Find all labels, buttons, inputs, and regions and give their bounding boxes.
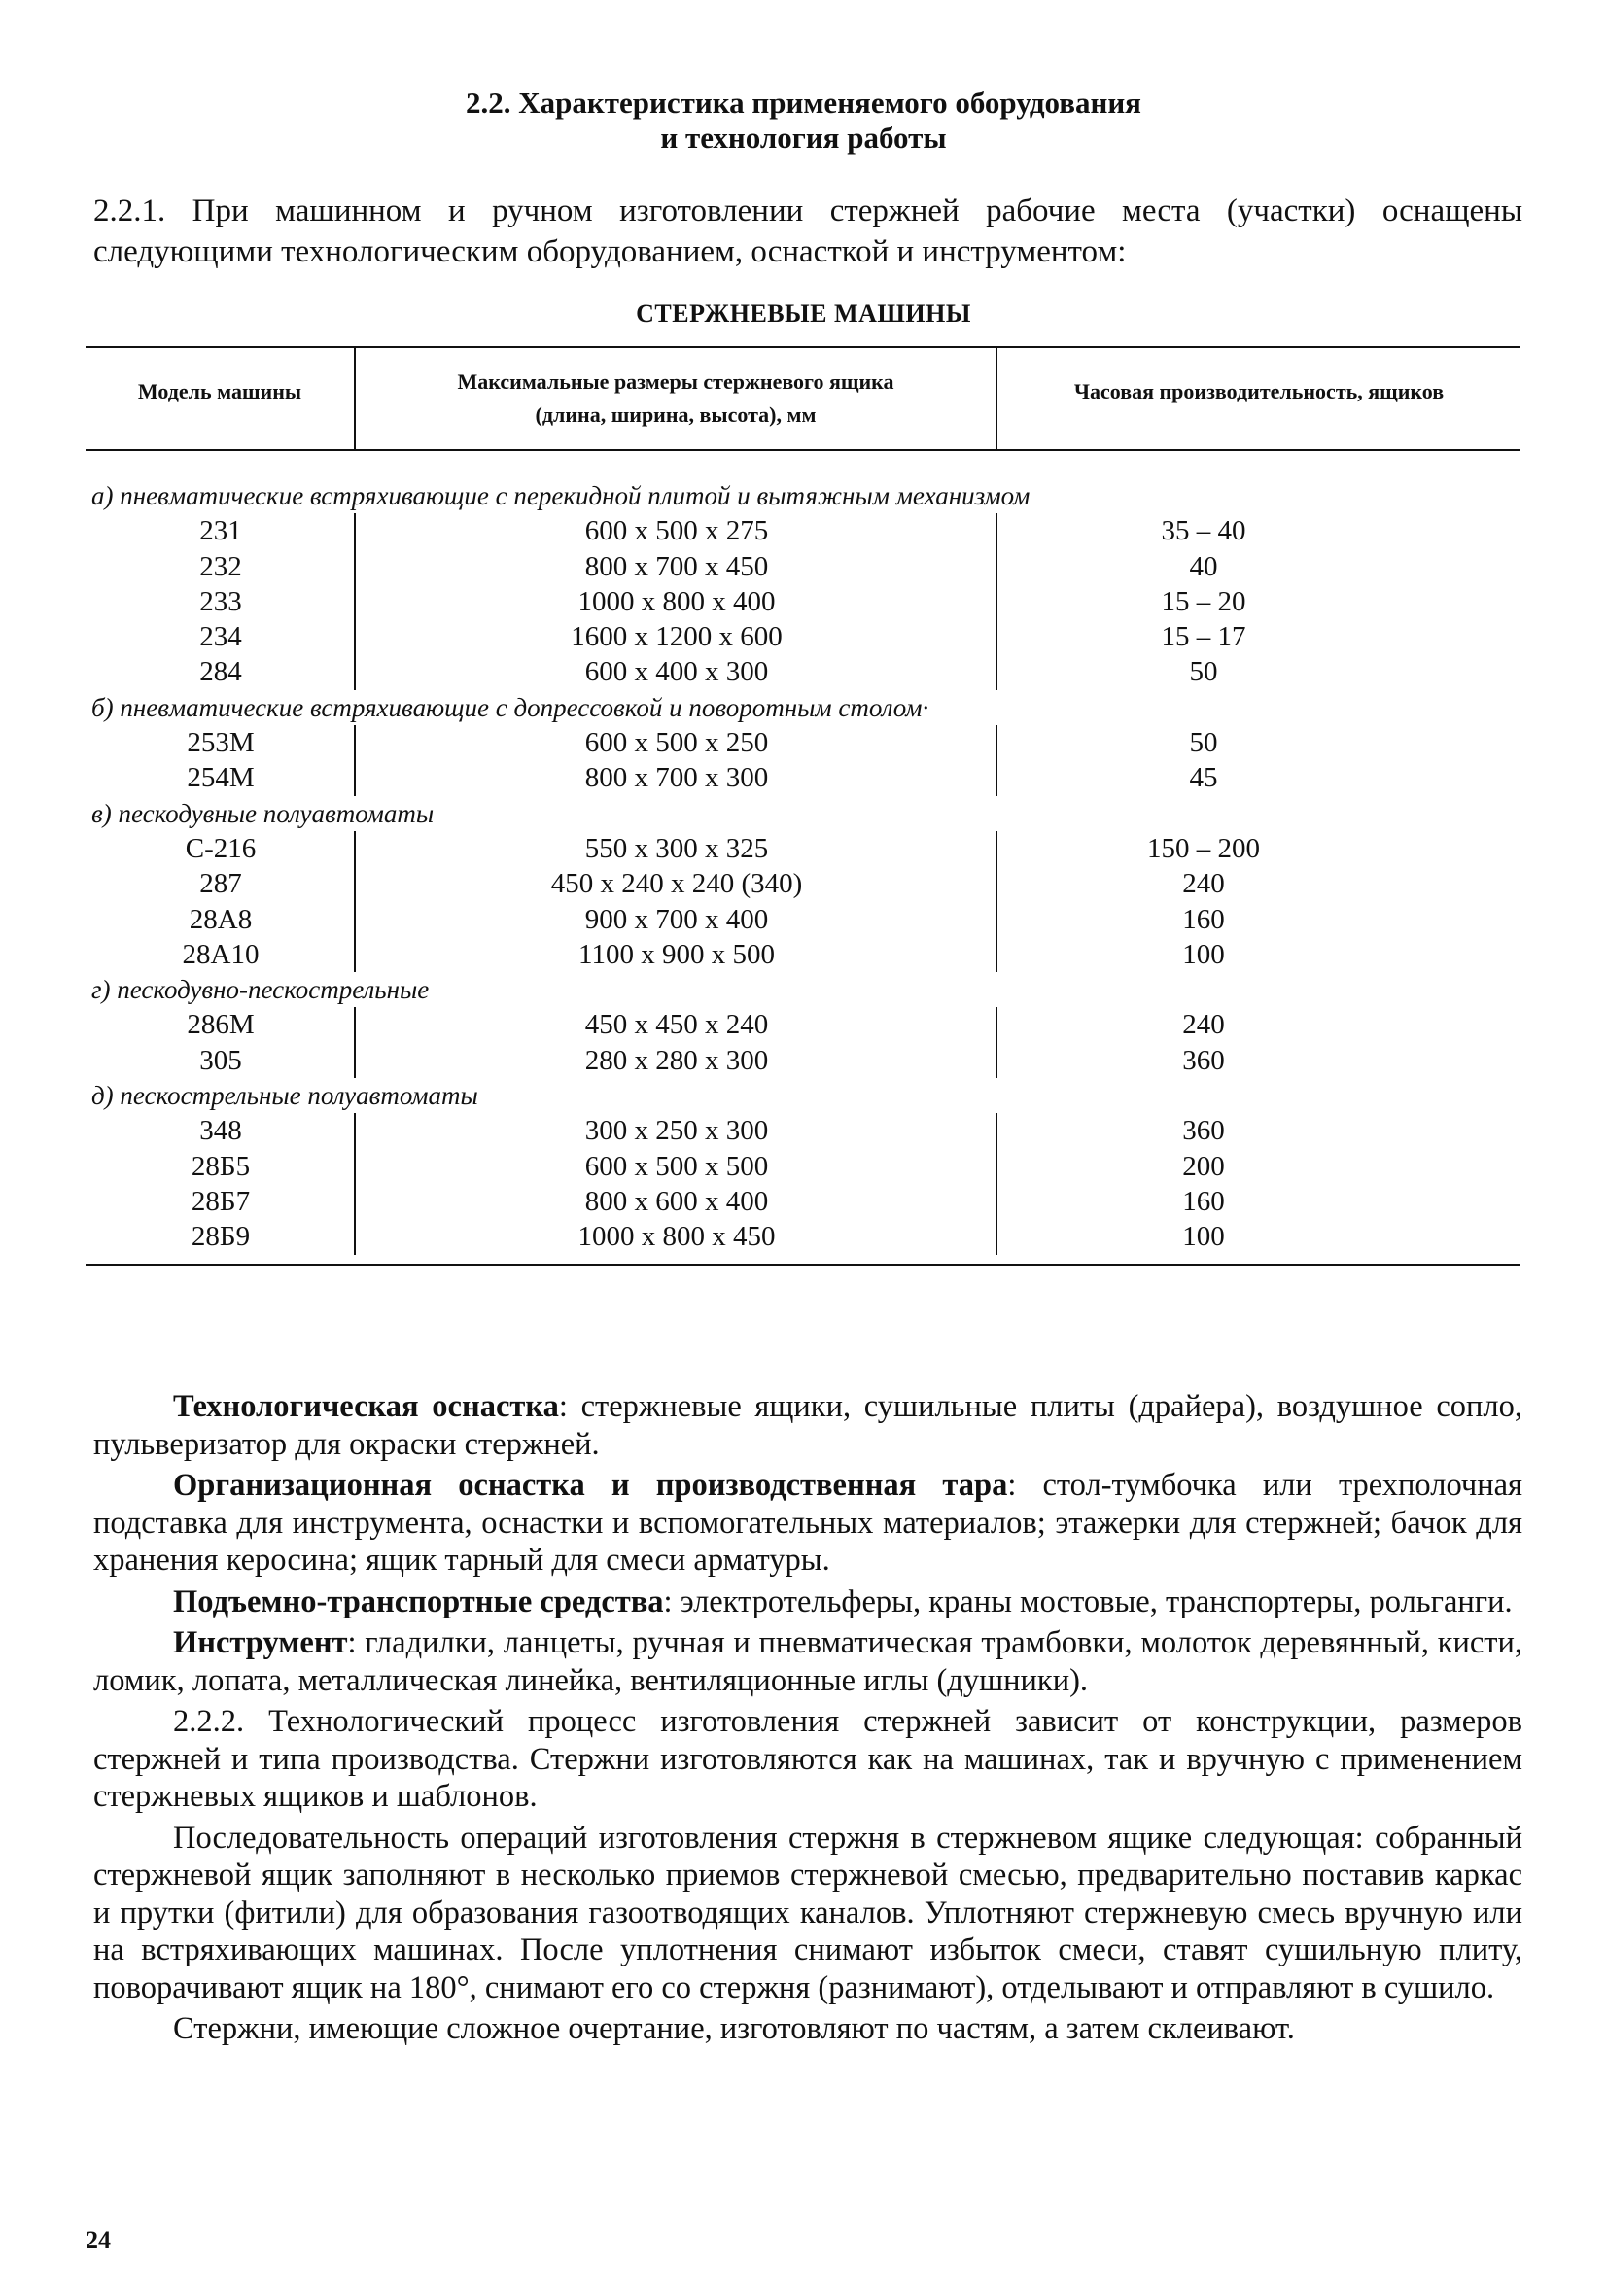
page-number: 24 bbox=[86, 2226, 111, 2254]
group-label: а) пневматические встряхивающие с перекидной плитой и вытяжным механизмом bbox=[91, 481, 1031, 510]
table-title: СТЕРЖНЕВЫЕ МАШИНЫ bbox=[636, 299, 971, 328]
section-title-line2: и технология работы bbox=[660, 121, 947, 155]
column-divider-2 bbox=[996, 937, 997, 972]
cell-rate: 160 bbox=[1182, 1185, 1225, 1217]
text-tools: : гладилки, ланцеты, ручная и пневматическая трамбовки, молоток деревянный, кисти, ломик, лопата, металлическая линейка, вентиляционные иглы (душники). bbox=[93, 1625, 1522, 1698]
cell-model: 234 bbox=[199, 621, 242, 653]
table-row bbox=[86, 760, 1520, 795]
table-row bbox=[86, 831, 1520, 866]
column-divider-2 bbox=[996, 513, 997, 548]
column-divider-1 bbox=[354, 1043, 356, 1078]
cell-dimensions: 280 х 280 х 300 bbox=[584, 1044, 769, 1076]
cell-rate: 35 – 40 bbox=[1161, 515, 1246, 547]
cell-rate: 50 bbox=[1189, 727, 1218, 759]
cell-dimensions: 550 х 300 х 325 bbox=[584, 832, 769, 864]
column-divider-2 bbox=[996, 866, 997, 901]
text-tech-equipment: : стержневые ящики, сушильные плиты (драйера), воздушное сопло, пульверизатор для окраски стержней. bbox=[93, 1389, 1522, 1462]
cell-dimensions: 1000 х 800 х 450 bbox=[577, 1221, 776, 1253]
group-label: б) пневматические встряхивающие с допрессовкой и поворотным столом· bbox=[91, 692, 929, 722]
table-row bbox=[86, 902, 1520, 937]
cell-dimensions: 1100 х 900 х 500 bbox=[578, 938, 775, 970]
table-row bbox=[86, 1184, 1520, 1219]
cell-model: 233 bbox=[199, 585, 242, 617]
text-lifting: : электротельферы, краны мостовые, транспортеры, рольганги. bbox=[663, 1583, 1513, 1619]
header-dimensions-line2: (длина, ширина, высота), мм bbox=[535, 402, 817, 427]
column-divider-2 bbox=[996, 902, 997, 937]
cell-dimensions: 900 х 700 х 400 bbox=[584, 903, 769, 935]
cell-rate: 360 bbox=[1182, 1044, 1225, 1076]
column-divider-2 bbox=[996, 654, 997, 689]
label-lifting: Подъемно-транспортные средства bbox=[173, 1583, 664, 1619]
column-divider-1 bbox=[354, 654, 356, 689]
table-group-row bbox=[86, 1078, 1520, 1113]
paragraph-complex-cores: Стержни, имеющие сложное очертание, изготовляют по частям, а затем склеивают. bbox=[173, 2011, 1295, 2046]
paragraph-tools bbox=[93, 1624, 1522, 1699]
label-tech-equipment: Технологическая оснастка bbox=[173, 1389, 559, 1424]
table-bottom-rule bbox=[86, 1264, 1520, 1266]
cell-rate: 15 – 20 bbox=[1161, 585, 1246, 617]
table-row bbox=[86, 654, 1520, 689]
cell-rate: 160 bbox=[1182, 903, 1225, 935]
column-divider-1 bbox=[354, 725, 356, 760]
column-divider-1 bbox=[354, 1219, 356, 1254]
cell-rate: 45 bbox=[1189, 762, 1218, 794]
column-divider-1 bbox=[354, 1149, 356, 1184]
column-divider-2 bbox=[996, 1007, 997, 1042]
cell-model: 28Б5 bbox=[191, 1150, 251, 1182]
column-divider-1 bbox=[354, 619, 356, 654]
column-divider-2 bbox=[996, 1113, 997, 1148]
table-row bbox=[86, 1007, 1520, 1042]
column-divider-1 bbox=[354, 513, 356, 548]
column-divider-2 bbox=[996, 619, 997, 654]
column-divider-1 bbox=[354, 549, 356, 584]
cell-rate: 200 bbox=[1182, 1150, 1225, 1182]
table-row bbox=[86, 549, 1520, 584]
column-divider-1 bbox=[354, 902, 356, 937]
section-title-line1: 2.2. Характеристика применяемого оборудования bbox=[466, 86, 1141, 120]
table-group-row bbox=[86, 796, 1520, 831]
cell-model: 28А8 bbox=[189, 903, 253, 935]
table-row bbox=[86, 937, 1520, 972]
column-divider-2 bbox=[996, 549, 997, 584]
column-divider-2 bbox=[996, 760, 997, 795]
cell-model: 286М bbox=[187, 1009, 255, 1041]
paragraph-2-2-2: 2.2.2. Технологический процесс изготовления стержней зависит от конструкции, размеров стержней и типа производства. Стержни изготовляются как на машинах, так и вручную с применением стержневых ящиков и шаблонов. bbox=[93, 1704, 1522, 1814]
cell-dimensions: 600 х 500 х 500 bbox=[584, 1150, 769, 1182]
header-rate: Часовая производительность, ящиков bbox=[1073, 379, 1445, 403]
paragraph-sequence: Последовательность операций изготовления стержня в стержневом ящике следующая: собранный стержневой ящик заполняют в несколько приемов стержневой смесью, предварительно поставив каркас и прутки (фитили) для образования газоотводящих каналов. Уплотняют стержневую смесь вручную или на встряхивающих машинах. После уплотнения снимают избыток смеси, ставят сушильную плиту, поворачивают ящик на 180°, снимают его со стержня (разнимают), отделывают и отправляют в сушило. bbox=[93, 1820, 1522, 2005]
column-divider-1 bbox=[354, 1113, 356, 1148]
column-divider-2 bbox=[996, 1043, 997, 1078]
cell-rate: 240 bbox=[1182, 1009, 1225, 1041]
column-divider-1 bbox=[354, 1184, 356, 1219]
section-title bbox=[0, 86, 1607, 156]
body-text bbox=[93, 1388, 1522, 2052]
table-row bbox=[86, 1113, 1520, 1148]
column-divider-1 bbox=[354, 866, 356, 901]
table-row bbox=[86, 619, 1520, 654]
column-divider-2 bbox=[996, 1149, 997, 1184]
cell-dimensions: 600 х 400 х 300 bbox=[584, 656, 769, 688]
table-row bbox=[86, 513, 1520, 548]
cell-rate: 240 bbox=[1182, 868, 1225, 900]
group-label: д) пескострельные полуавтоматы bbox=[91, 1081, 478, 1111]
group-label: г) пескодувно-пескострельные bbox=[91, 975, 430, 1005]
table-group-row bbox=[86, 690, 1520, 725]
table-group-row bbox=[86, 972, 1520, 1007]
label-org-equipment: Организационная оснастка и производственная тара bbox=[173, 1468, 1008, 1503]
table-header-rule bbox=[86, 449, 1520, 451]
table-row bbox=[86, 584, 1520, 619]
cell-rate: 100 bbox=[1182, 1221, 1225, 1253]
cell-model: С-216 bbox=[185, 832, 257, 864]
column-divider-2 bbox=[996, 1184, 997, 1219]
column-divider-1 bbox=[354, 760, 356, 795]
cell-model: 28Б7 bbox=[191, 1185, 251, 1217]
column-divider-1 bbox=[354, 831, 356, 866]
cell-dimensions: 1600 х 1200 х 600 bbox=[571, 621, 783, 653]
table-row bbox=[86, 725, 1520, 760]
cell-dimensions: 800 х 700 х 300 bbox=[584, 762, 769, 794]
cell-dimensions: 800 х 600 х 400 bbox=[584, 1185, 769, 1217]
cell-model: 284 bbox=[199, 656, 242, 688]
cell-dimensions: 300 х 250 х 300 bbox=[584, 1115, 769, 1147]
label-tools: Инструмент bbox=[173, 1625, 348, 1660]
column-divider-1 bbox=[354, 584, 356, 619]
table-row bbox=[86, 1219, 1520, 1254]
column-divider-2 bbox=[996, 725, 997, 760]
cell-rate: 100 bbox=[1182, 938, 1225, 970]
cell-dimensions: 450 х 450 х 240 bbox=[584, 1009, 769, 1041]
cell-model: 28Б9 bbox=[191, 1221, 251, 1253]
header-dimensions bbox=[356, 365, 996, 432]
table-row bbox=[86, 1043, 1520, 1078]
cell-model: 287 bbox=[199, 868, 242, 900]
table-body bbox=[86, 478, 1520, 1255]
header-dimensions-line1: Максимальные размеры стержневого ящика bbox=[457, 369, 894, 394]
intro-paragraph: 2.2.1. При машинном и ручном изготовлении стержней рабочие места (участки) оснащены следующими технологическим оборудованием, оснасткой и инструментом: bbox=[93, 193, 1522, 269]
text-org-equipment: : стол-тумбочка или трехполочная подставка для инструмента, оснастки и вспомогательных материалов; этажерки для стержней; бачок для хранения керосина; ящик тарный для смеси арматуры. bbox=[93, 1468, 1522, 1578]
cell-model: 232 bbox=[199, 550, 242, 582]
cell-dimensions: 1000 х 800 х 400 bbox=[577, 585, 776, 617]
column-divider-1 bbox=[354, 1007, 356, 1042]
cell-model: 305 bbox=[199, 1044, 242, 1076]
cell-dimensions: 450 х 240 х 240 (340) bbox=[550, 868, 803, 900]
cell-rate: 50 bbox=[1189, 656, 1218, 688]
cell-model: 253М bbox=[187, 727, 255, 759]
cell-model: 231 bbox=[199, 515, 242, 547]
column-divider-2 bbox=[996, 1219, 997, 1254]
cell-dimensions: 600 х 500 х 275 bbox=[584, 515, 769, 547]
table-group-row bbox=[86, 478, 1520, 513]
paragraph-org-equipment bbox=[93, 1467, 1522, 1580]
column-divider-2 bbox=[996, 584, 997, 619]
header-model: Модель машины bbox=[137, 379, 302, 403]
column-divider-1 bbox=[354, 937, 356, 972]
cell-dimensions: 600 х 500 х 250 bbox=[584, 727, 769, 759]
cell-rate: 360 bbox=[1182, 1115, 1225, 1147]
cell-rate: 15 – 17 bbox=[1161, 621, 1246, 653]
table-top-rule bbox=[86, 346, 1520, 348]
cell-model: 254М bbox=[187, 762, 255, 794]
paragraph-tech-equipment bbox=[93, 1388, 1522, 1463]
cell-dimensions: 800 х 700 х 450 bbox=[584, 550, 769, 582]
paragraph-lifting bbox=[93, 1583, 1522, 1621]
cell-model: 348 bbox=[199, 1115, 242, 1147]
cell-rate: 40 bbox=[1189, 550, 1218, 582]
table-row bbox=[86, 1149, 1520, 1184]
group-label: в) пескодувные полуавтоматы bbox=[91, 798, 435, 828]
table-row bbox=[86, 866, 1520, 901]
cell-rate: 150 – 200 bbox=[1147, 832, 1260, 864]
cell-model: 28А10 bbox=[182, 938, 260, 970]
column-divider-2 bbox=[996, 831, 997, 866]
